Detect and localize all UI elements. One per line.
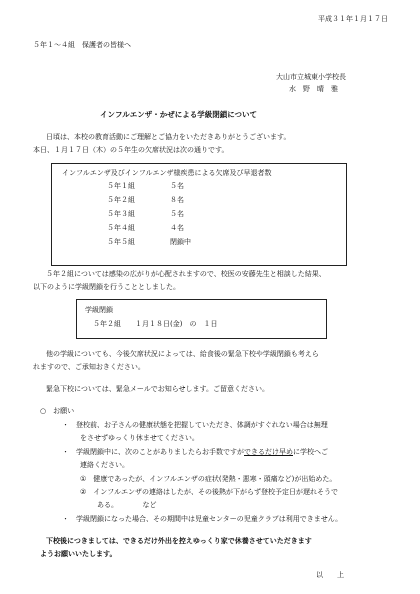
principal-name: 水 野 晴 雅	[289, 85, 338, 93]
para2-line-2: 以下のように学級閉鎖を行うこととしました。	[33, 283, 180, 291]
request-item-2-emphasis: できるだけ早め	[244, 448, 293, 456]
absence-count: ４名	[170, 224, 184, 232]
absence-class: ５年２組	[107, 196, 135, 204]
request-sub-1: ① 健康であったが、インフルエンザの症状(発熱・悪寒・頭痛など)が出始めた。	[80, 475, 337, 483]
absence-count: ５名	[170, 182, 184, 190]
closing-line-2: ようお願いいたします。	[40, 550, 117, 558]
para2-line-1: ５年２組については感染の広がりが心配されますので、校医の安藤先生と相談した結果、	[46, 270, 326, 278]
request-item-1-line-1: ・ 登校前、お子さんの健康状態を把握していただき、体調がすぐれない場合は無理	[62, 421, 328, 429]
intro-line-2: 本日、１月１７日（木）の５年生の欠席状況は次の通りです。	[33, 146, 229, 154]
request-item-3: ・ 学級閉鎖になった場合、その期間中は児童センターの児童クラブは利用できません。	[62, 515, 343, 523]
absence-class: ５年１組	[107, 182, 135, 190]
page-title: インフルエンザ・かぜによる学級閉鎖について	[100, 110, 258, 119]
request-item-2-text-end: に学校へご	[293, 448, 328, 456]
closing-line-1: 下校後につきましては、できるだけ外出を控えゆっくり家で休養させていただきます	[46, 537, 312, 545]
request-item-2-line-2: 連絡ください。	[80, 461, 129, 469]
request-item-2-line-1	[62, 448, 328, 457]
absence-count: ８名	[170, 196, 184, 204]
para3-line-1: 他の学級についても、今後欠席状況によっては、給食後の緊急下校や学級閉鎖も考えら	[46, 350, 319, 358]
para4: 緊急下校については、緊急メールでお知らせします。ご留意ください。	[46, 385, 269, 393]
signoff: 以 上	[316, 571, 344, 579]
absence-box	[51, 163, 347, 266]
requests-heading: ○ お願い	[40, 407, 75, 415]
school-name: 大山市立城東小学校長	[276, 73, 346, 81]
absence-count: 閉鎖中	[170, 238, 191, 246]
request-sub-2-line-2: ある。 など	[97, 501, 157, 509]
para3-line-2: れますので、ご承知おきください。	[33, 363, 145, 371]
closure-detail: ５年２組 １月１８日(金) の １日	[93, 320, 218, 328]
date: 平成３１年１月１７日	[318, 15, 388, 23]
absence-class: ５年３組	[107, 210, 135, 218]
request-sub-2-line-1: ② インフルエンザの連絡はしたが、その後熱が下がらず登校予定日が遅れそうで	[80, 488, 338, 496]
request-item-1-line-2: をさせずゆっくり休ませてください。	[80, 434, 199, 442]
absence-class: ５年５組	[107, 238, 135, 246]
absence-count: ５名	[170, 210, 184, 218]
absence-heading: インフルエンザ及びインフルエンザ様疾患による欠席及び早退者数	[62, 169, 272, 177]
request-item-2-text: ・ 学級閉鎖中に、次のことがありましたらお手数ですが	[62, 448, 244, 456]
recipient: ５年１～４組 保護者の皆様へ	[33, 41, 131, 49]
closure-box	[76, 299, 327, 339]
closure-label: 学級閉鎖	[85, 306, 113, 314]
intro-line-1: 日頃は、本校の教育活動にご理解とご協力をいただきありがとうございます。	[46, 133, 291, 141]
absence-class: ５年４組	[107, 224, 135, 232]
